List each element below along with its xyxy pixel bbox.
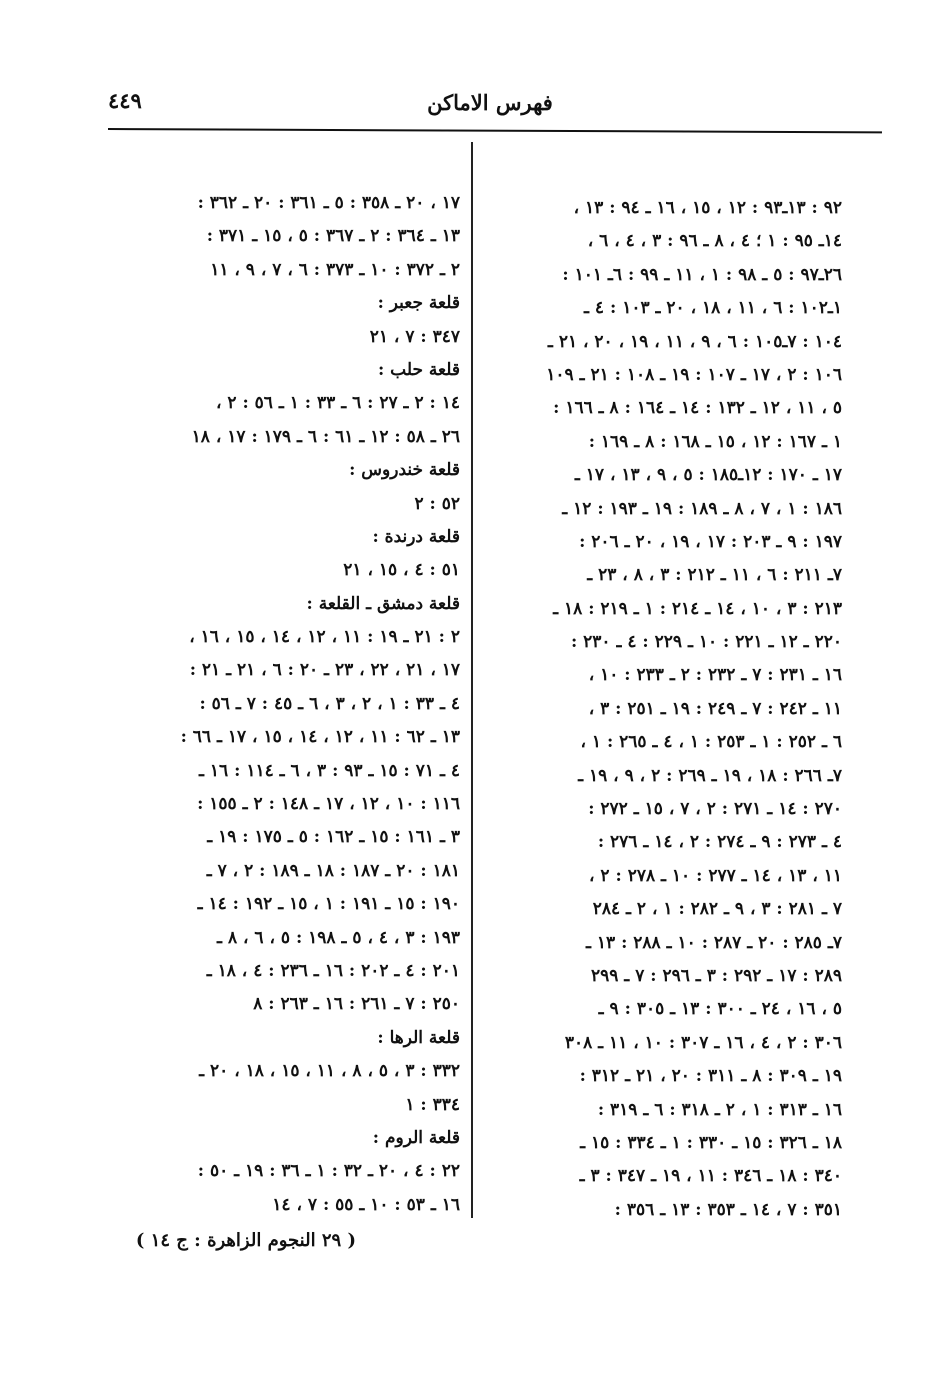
index-entry-line: ٧ـ ٢٨٥ : ٢٠ ـ ٢٨٧ : ١٠ ـ ٢٨٨ : ١٣ ـ xyxy=(586,932,842,953)
index-entry-line: ١٩٧ : ٩ ـ ٢٠٣ : ١٧ ، ١٩ ، ٢٠ ـ ٢٠٦ : xyxy=(579,531,842,552)
index-heading: قلعة جعبر : xyxy=(377,293,460,314)
index-entry-line: ٤ ـ ٢٧٣ : ٩ ـ ٢٧٤ : ٢ ، ١٤ ـ ٢٧٦ : xyxy=(597,832,842,853)
header-rule xyxy=(108,128,882,133)
index-entry-line: ١٠٦ : ٢ ، ١٧ ـ ١٠٧ : ١٩ ـ ١٠٨ : ٢١ ـ ١٠٩ xyxy=(546,364,842,385)
index-entry-line: ١٦ ـ ٢٣١ : ٧ ـ ٢٣٢ : ٢ ـ ٢٣٣ : ١٠ ، xyxy=(588,665,842,686)
index-entry-line: ١ ـ ١٦٧ : ١٢ ، ١٥ ـ ١٦٨ : ٨ ـ ١٦٩ : xyxy=(588,431,842,452)
index-entry-line: ٧ ـ ٢٨١ : ٣ ، ٩ ـ ٢٨٢ : ١ ، ٢ ـ ٢٨٤ xyxy=(592,899,842,920)
index-entry-line: ٢٨٩ : ١٧ ـ ٢٩٢ : ٣ ـ ٢٩٦ : ٧ ـ ٢٩٩ xyxy=(590,965,842,986)
index-entry-line: ٣٤٧ : ٧ ، ٢١ xyxy=(369,326,460,347)
index-column-left xyxy=(80,187,460,1222)
index-entry-line: ٥ ، ١١ ، ١٢ ـ ١٣٢ : ١٤ ـ ١٦٤ : ٨ ـ ١٦٦ : xyxy=(553,398,842,419)
index-entry-line: ٢١٣ : ٣ ، ١٠ ، ١٤ ـ ٢١٤ : ١ ـ ٢١٩ : ١٨ ـ xyxy=(553,598,842,619)
index-heading: قلعة خندروس : xyxy=(349,460,460,481)
index-entry-line: ٧ـ ٢١١ : ٦ ، ١١ ـ ٢١٢ : ٣ ، ٨ ، ٢٣ ـ xyxy=(587,565,842,586)
index-heading: قلعة حلب : xyxy=(377,359,460,380)
index-entry-line: ٢٦ـ٩٧ : ٥ ـ ٩٨ : ١ ، ١١ ـ ٩٩ : ٦ـ ١٠١ : xyxy=(562,264,842,285)
index-entry-line: ٥١ : ٤ ، ١٥ ، ٢١ xyxy=(343,560,460,581)
index-entry-line: ١١ ـ ٢٤٢ : ٧ ـ ٢٤٩ : ١٩ ـ ٢٥١ : ٣ ، xyxy=(588,698,842,719)
index-entry-line: ١١ ، ١٣ ، ١٤ ـ ٢٧٧ : ١٠ ـ ٢٧٨ : ٢ ، xyxy=(589,865,842,886)
index-entry-line: ١٤ : ٢ ـ ٢٧ : ٦ ـ ٣٣ : ١ ـ ٥٦ : ٢ ، xyxy=(215,393,460,414)
index-entry-line: ٢٢ : ٤ ، ٢٠ ـ ٣٢ : ١ ـ ٣٦ : ١٩ ـ ٥٠ : xyxy=(197,1161,460,1182)
index-entry-line: ٤ ـ ٧١ : ١٥ ـ ٩٣ : ٣ ، ٦ ـ ١١٤ : ١٦ ـ xyxy=(199,760,460,781)
index-entry-line: ٢٧٠ : ١٤ ـ ٢٧١ : ٢ ، ٧ ، ١٥ ـ ٢٧٢ : xyxy=(588,799,842,820)
index-heading: قلعة دمشق ـ القلعة : xyxy=(306,593,460,614)
index-entry-line: ٣٥١ : ٧ ، ١٤ ـ ٣٥٣ : ١٣ ـ ٣٥٦ : xyxy=(614,1199,842,1220)
index-entry-line: ٣ ـ ١٦١ : ١٥ ـ ١٦٢ : ٥ ـ ١٧٥ : ١٩ ـ xyxy=(207,827,460,848)
index-entry-line: ٣٣٤ : ١ xyxy=(405,1094,460,1115)
column-divider xyxy=(471,142,473,1218)
index-entry-line: ٣٣٢ : ٣ ، ٥ ، ٨ ، ١١ ، ١٥ ، ١٨ ، ٢٠ ـ xyxy=(199,1061,460,1082)
index-entry-line: ٢٦ ـ ٥٨ : ١٢ ـ ٦١ : ٦ ـ ١٧٩ : ١٧ ، ١٨ xyxy=(191,426,460,447)
index-entry-line: ٩٢ : ١٣ـ٩٣ : ١٢ ، ١٥ ، ١٦ ـ ٩٤ : ١٣ ، xyxy=(573,198,842,218)
index-entry-line: ١٧ ، ٢٠ ـ ٣٥٨ : ٥ ـ ٣٦١ : ٢٠ ـ ٣٦٢ : xyxy=(197,193,460,213)
index-entry-line: ١٦ ـ ٥٣ : ١٠ ـ ٥٥ : ٧ ، ١٤ xyxy=(272,1194,460,1215)
index-entry-line: ١٧ ـ ١٧٠ : ١٢ـ١٨٥ : ٥ ، ٩ ، ١٣ ، ١٧ ـ xyxy=(574,465,842,486)
index-entry-line: ١٨٦ : ١ ، ٧ ، ٨ ـ ١٨٩ : ١٩ ـ ١٩٣ : ١٢ ـ xyxy=(562,498,842,519)
index-entry-line: ٦ ـ ٢٥٢ : ١ ـ ٢٥٣ : ١ ، ٤ ـ ٢٦٥ : ١ ، xyxy=(580,732,842,753)
index-entry-line: ١٩ ـ ٣٠٩ : ٨ ـ ٣١١ : ٢٠ ، ٢١ ـ ٣١٢ : xyxy=(579,1066,842,1087)
index-entry-line: ١٩٠ : ١٥ ـ ١٩١ : ١ ، ١٥ ـ ١٩٢ : ١٤ ـ xyxy=(197,894,460,915)
index-heading: قلعة درندة : xyxy=(372,526,460,547)
index-entry-line: ١٩٣ : ٣ ، ٤ ، ٥ ـ ١٩٨ : ٥ ، ٦ ، ٨ ـ xyxy=(217,927,460,948)
index-entry-line: ٢٥٠ : ٧ ـ ٢٦١ : ١٦ ـ ٢٦٣ : ٨ xyxy=(253,994,460,1015)
index-entry-line: ٢ : ٢١ ـ ١٩ : ١١ ، ١٢ ، ١٤ ، ١٥ ، ١٦ ، xyxy=(189,627,460,648)
index-entry-line: ٣٠٦ : ٢ ، ٤ ، ١٦ ـ ٣٠٧ : ١٠ ، ١١ ـ ٣٠٨ xyxy=(564,1032,842,1053)
index-heading: قلعة الروم : xyxy=(372,1127,460,1148)
index-entry-line: ١ـ١٠٢ : ٦ ، ١١ ، ١٨ ، ٢٠ ـ ١٠٣ : ٤ ـ xyxy=(584,298,842,319)
index-entry-line: ١٦ ـ ٣١٣ : ١ ، ٢ ـ ٣١٨ : ٦ ـ ٣١٩ : xyxy=(597,1099,842,1120)
index-entry-line: ١٨ ـ ٣٢٦ : ١٥ ـ ٣٣٠ : ١ ـ ٣٣٤ : ١٥ ـ xyxy=(580,1132,842,1153)
index-entry-line: ٢٠١ : ٤ ـ ٢٠٢ : ١٦ ـ ٢٣٦ : ٤ ، ١٨ ـ xyxy=(206,960,460,981)
index-entry-line: ١٤ـ ٩٥ : ١ ؛ ٤ ، ٨ ـ ٩٦ : ٣ ، ٤ ، ٦ ، xyxy=(587,231,842,252)
index-entry-line: ١١٦ : ١٠ ، ١٢ ، ١٧ ـ ١٤٨ : ٢ ـ ١٥٥ : xyxy=(197,794,460,815)
index-entry-line: ١٣ ـ ٦٢ : ١١ ، ١٢ ، ١٤ ، ١٥ ، ١٧ ـ ٦٦ : xyxy=(180,727,460,748)
page-title: فهرس الاماكن xyxy=(427,90,553,115)
index-entry-line: ٥ ، ١٦ ، ٢٤ ـ ٣٠٠ : ١٣ ـ ٣٠٥ : ٩ ـ xyxy=(598,999,842,1020)
index-entry-line: ٢ ـ ٣٧٢ : ١٠ ـ ٣٧٣ : ٦ ، ٧ ، ٩ ، ١١ xyxy=(210,259,460,280)
index-entry-line: ٣٤٠ : ١٨ ـ ٣٤٦ : ١١ ، ١٩ ـ ٣٤٧ : ٣ ـ xyxy=(579,1166,842,1187)
index-entry-line: ١٨١ : ٢٠ ـ ١٨٧ : ١٨ ـ ١٨٩ : ٢ ، ٧ ـ xyxy=(206,860,460,881)
index-entry-line: ١٣ ـ ٣٦٤ : ٢ ـ ٣٦٧ : ٥ ، ١٥ ـ ٣٧١ : xyxy=(206,226,460,247)
index-entry-line: ١٠٤ : ٧ـ١٠٥ : ٦ ، ٩ ، ١١ ، ١٩ ، ٢٠ ، ٢١ ـ xyxy=(547,331,842,352)
footer-signature: ( ٢٩ النجوم الزاهرة : ج ١٤ ) xyxy=(135,1230,356,1251)
index-heading: قلعة الرها : xyxy=(377,1027,460,1048)
index-entry-line: ٢٢٠ ـ ١٢ ـ ٢٢١ : ١٠ ـ ٢٢٩ : ٤ ـ ٢٣٠ : xyxy=(570,632,842,653)
index-column-right xyxy=(480,192,842,1227)
index-entry-line: ١٧ ، ٢١ ، ٢٢ ، ٢٣ ـ ٢٠ : ٦ ، ٢١ ـ ٢١ : xyxy=(189,660,460,681)
page-number: ٤٤٩ xyxy=(108,88,142,113)
index-entry-line: ٧ـ ٢٦٦ : ١٨ ، ١٩ ـ ٢٦٩ : ٢ ، ٩ ، ١٩ ـ xyxy=(578,765,842,786)
index-entry-line: ٥٢ : ٢ xyxy=(414,493,460,514)
index-entry-line: ٤ ـ ٣٣ : ١ ، ٢ ، ٣ ، ٦ ـ ٤٥ : ٧ ـ ٥٦ : xyxy=(199,693,460,714)
